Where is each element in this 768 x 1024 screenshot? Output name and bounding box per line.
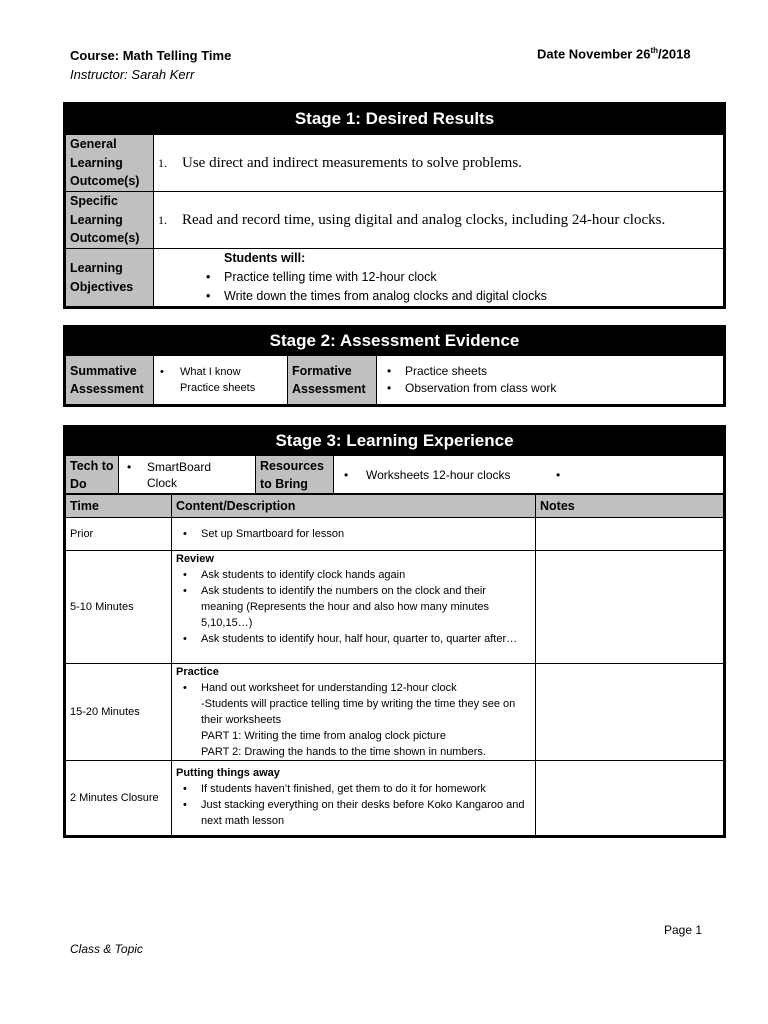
objectives-row xyxy=(66,249,724,307)
outcome-text: Use direct and indirect measurements to solve problems. xyxy=(182,154,522,171)
date-superscript: th xyxy=(650,46,659,55)
summative-item: What I know xyxy=(180,366,241,378)
col-time-header: Time xyxy=(66,495,172,518)
row-content xyxy=(172,664,536,761)
objectives-label: Learning Objectives xyxy=(66,249,154,307)
stage2-title: Stage 2: Assessment Evidence xyxy=(65,327,724,355)
row-notes xyxy=(536,551,724,664)
objective-item: • Write down the times from analog clocks and digital clocks xyxy=(224,287,719,306)
course-title: Course: Math Telling Time xyxy=(70,48,232,63)
table-row xyxy=(66,761,724,836)
row-extra-line: -Students will practice telling time by writing the time they see on their worksheets xyxy=(201,698,516,726)
row-items xyxy=(176,567,531,647)
formative-item: • Observation from class work xyxy=(405,380,719,397)
specific-outcome-row xyxy=(66,192,724,249)
row-extra-list xyxy=(176,696,531,760)
row-item: • Set up Smartboard for lesson xyxy=(201,526,531,542)
bullet-icon: • xyxy=(344,467,349,482)
table-row xyxy=(66,551,724,664)
stage2-table xyxy=(63,325,726,407)
outcome-number: 1. xyxy=(158,155,167,170)
lesson-date xyxy=(537,46,691,61)
outcome-number: 1. xyxy=(158,212,167,227)
stage3-table xyxy=(63,425,726,838)
instructor-name: Instructor: Sarah Kerr xyxy=(70,67,195,82)
objectives-cell xyxy=(154,249,724,307)
formative-cell xyxy=(377,356,724,405)
row-item: • Hand out worksheet for understanding 12-hour clock xyxy=(201,680,531,696)
specific-outcome-text xyxy=(154,192,724,249)
col-content-header: Content/Description xyxy=(172,495,536,518)
row-items xyxy=(176,781,531,829)
formative-list xyxy=(381,363,719,397)
general-outcome-row xyxy=(66,135,724,192)
resources-cell xyxy=(334,456,724,494)
objectives-list xyxy=(204,268,719,306)
bullet-icon: • xyxy=(556,467,561,482)
row-time: 15-20 Minutes xyxy=(66,664,172,761)
date-suffix: /2018 xyxy=(658,46,691,62)
summative-item: Practice sheets xyxy=(180,382,256,394)
row-notes xyxy=(536,518,724,551)
formative-item: • Practice sheets xyxy=(405,363,719,380)
outcome-text: Read and record time, using digital and analog clocks, including 24-hour clocks. xyxy=(182,211,666,228)
footer-class-topic: Class & Topic xyxy=(70,942,143,956)
tech-item: Clock xyxy=(147,475,178,490)
row-item: • Just stacking everything on their desks before Koko Kangaroo and next math lesson xyxy=(201,797,531,829)
general-outcome-text xyxy=(154,135,724,192)
bullet-icon: • xyxy=(160,366,164,378)
table-row xyxy=(66,664,724,761)
objectives-heading: Students will: xyxy=(224,251,306,265)
page-number: Page 1 xyxy=(664,923,703,937)
stage3-title: Stage 3: Learning Experience xyxy=(65,427,724,455)
assessment-row xyxy=(66,356,724,405)
row-notes xyxy=(536,761,724,836)
row-item: • If students haven’t finished, get them to do it for homework xyxy=(201,781,531,797)
formative-label: Formative Assessment xyxy=(288,356,377,405)
summative-label: Summative Assessment xyxy=(66,356,154,405)
summative-cell xyxy=(154,356,288,405)
row-items xyxy=(176,526,531,542)
row-item: • Ask students to identify the numbers on the clock and their meaning (Represents the hour and also how many minutes 5,10,15…) xyxy=(201,583,531,631)
row-items xyxy=(176,680,531,696)
stage1-title: Stage 1: Desired Results xyxy=(65,104,724,134)
document-header xyxy=(70,46,231,84)
resources-item: Worksheets 12-hour clocks xyxy=(366,467,511,482)
bullet-icon: • xyxy=(127,459,132,474)
row-content xyxy=(172,518,536,551)
stage1-table xyxy=(63,102,726,309)
column-header-row xyxy=(66,495,724,518)
row-heading: Practice xyxy=(176,666,219,678)
row-item: • Ask students to identify hour, half hour, quarter to, quarter after… xyxy=(201,631,531,647)
tech-item: SmartBoard xyxy=(147,459,212,474)
objective-item: • Practice telling time with 12-hour clock xyxy=(224,268,719,287)
row-heading: Putting things away xyxy=(176,767,280,779)
table-row xyxy=(66,518,724,551)
date-prefix: Date November 26 xyxy=(537,46,651,62)
row-time: Prior xyxy=(66,518,172,551)
tech-resources-row xyxy=(66,456,724,494)
tech-cell xyxy=(119,456,256,494)
row-item: • Ask students to identify clock hands again xyxy=(201,567,531,583)
row-content xyxy=(172,761,536,836)
row-extra-line: PART 1: Writing the time from analog clock picture xyxy=(201,730,446,742)
resources-label: Resources to Bring xyxy=(256,456,334,494)
row-heading: Review xyxy=(176,553,214,565)
tech-label: Tech to Do xyxy=(66,456,119,494)
row-content xyxy=(172,551,536,664)
row-notes xyxy=(536,664,724,761)
row-extra-line: PART 2: Drawing the hands to the time shown in numbers. xyxy=(201,746,486,758)
col-notes-header: Notes xyxy=(536,495,724,518)
row-time: 2 Minutes Closure xyxy=(66,761,172,836)
row-time: 5-10 Minutes xyxy=(66,551,172,664)
specific-outcome-label: Specific Learning Outcome(s) xyxy=(66,192,154,249)
general-outcome-label: General Learning Outcome(s) xyxy=(66,135,154,192)
